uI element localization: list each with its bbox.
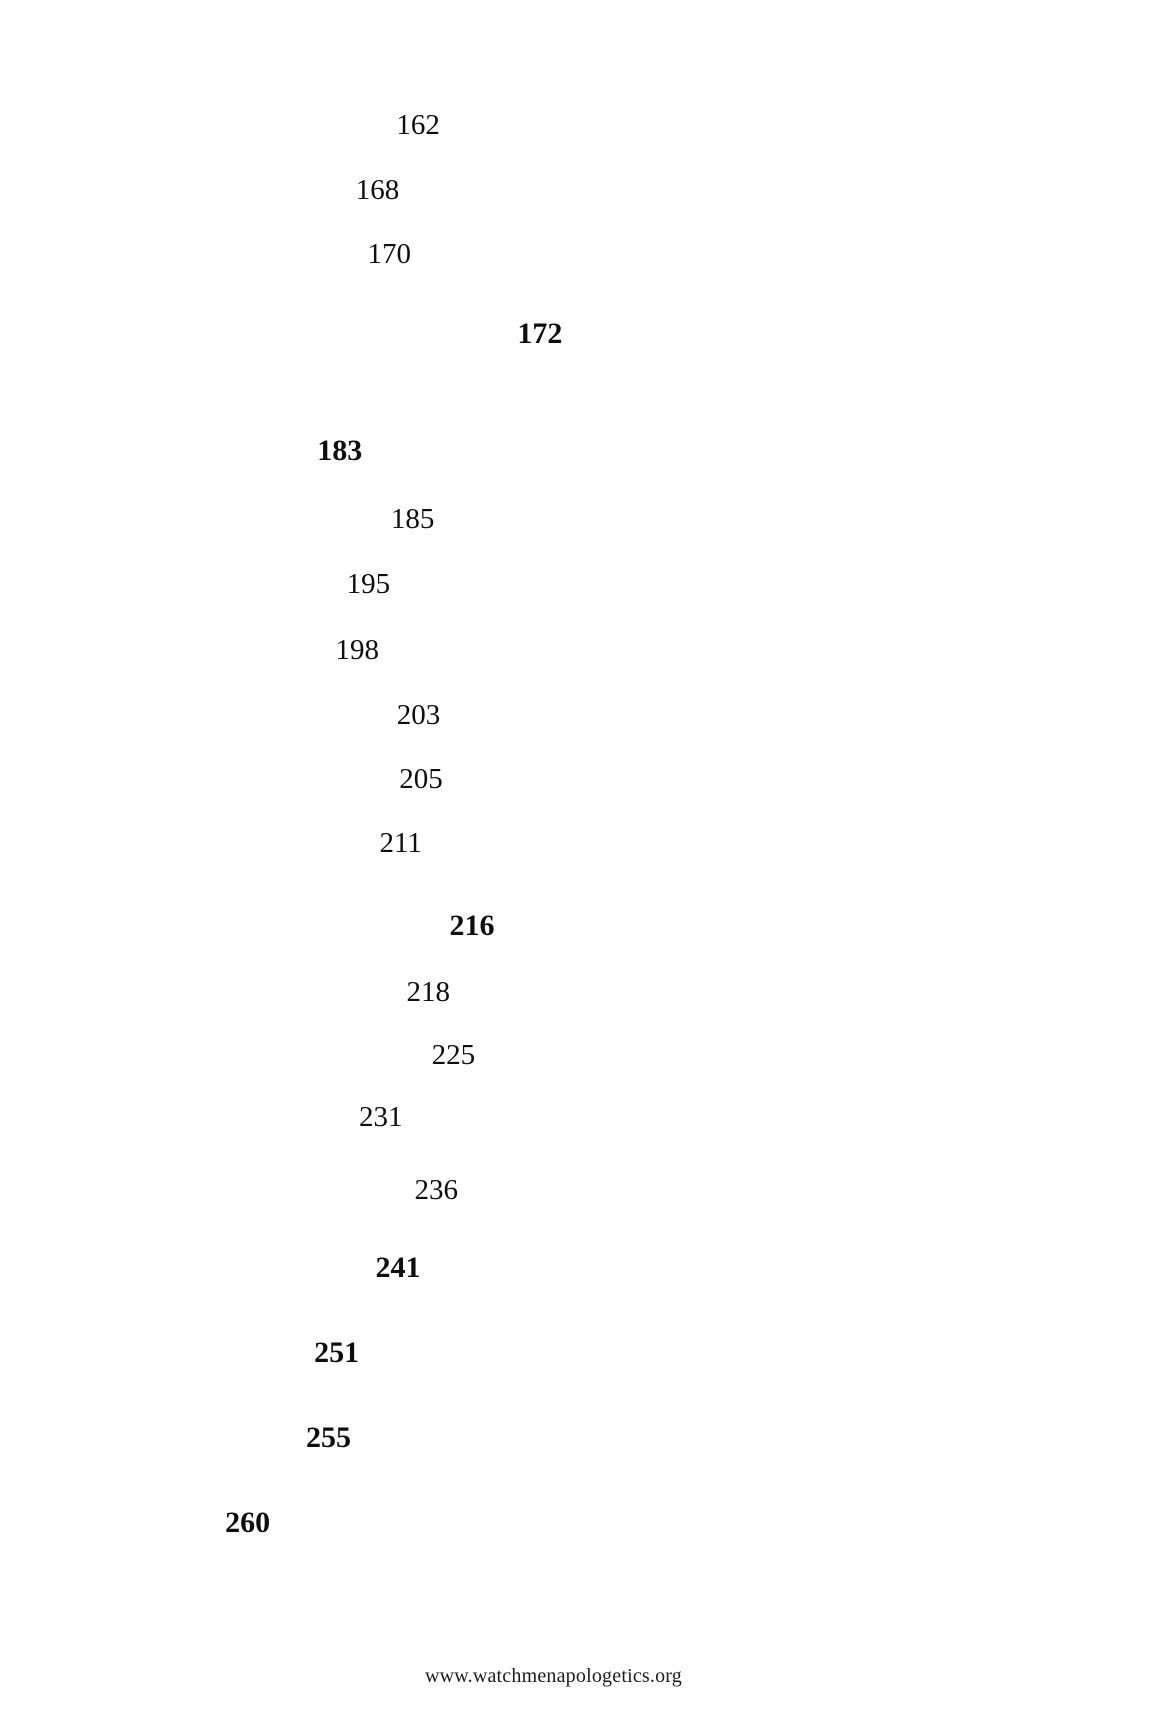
toc-section	[107, 1505, 1000, 1730]
toc-entry-page: 203	[397, 699, 1000, 1730]
toc-entry-page: 211	[379, 827, 1000, 1730]
toc-entry-page: 236	[415, 1174, 1000, 1730]
toc-chapter-page: 216	[449, 908, 1000, 1730]
toc-section-page: 255	[306, 1420, 1000, 1730]
toc-section-page: 260	[225, 1505, 1000, 1730]
toc-chapter-page: 172	[517, 316, 1000, 1730]
toc-entry-page: 218	[406, 976, 1000, 1730]
toc-chapter-page: 241	[375, 1250, 1000, 1730]
toc-entry-page: 162	[396, 109, 1000, 1730]
toc-entry-page: 198	[335, 634, 1000, 1730]
toc-entry-page: 170	[367, 238, 1000, 1730]
toc-section-page: 251	[314, 1335, 1000, 1730]
toc-entry-page: 168	[356, 174, 1000, 1730]
toc-entry-page: 185	[391, 503, 1000, 1730]
footer-url: www.watchmenapologetics.org	[424, 1665, 682, 1687]
toc-entry-page: 205	[399, 763, 1000, 1730]
toc-chapter-page: 183	[317, 433, 1000, 1730]
toc-entry-page: 225	[432, 1039, 1000, 1730]
toc-entry-page: 231	[359, 1101, 1000, 1730]
toc-entry-page: 195	[347, 568, 1000, 1730]
